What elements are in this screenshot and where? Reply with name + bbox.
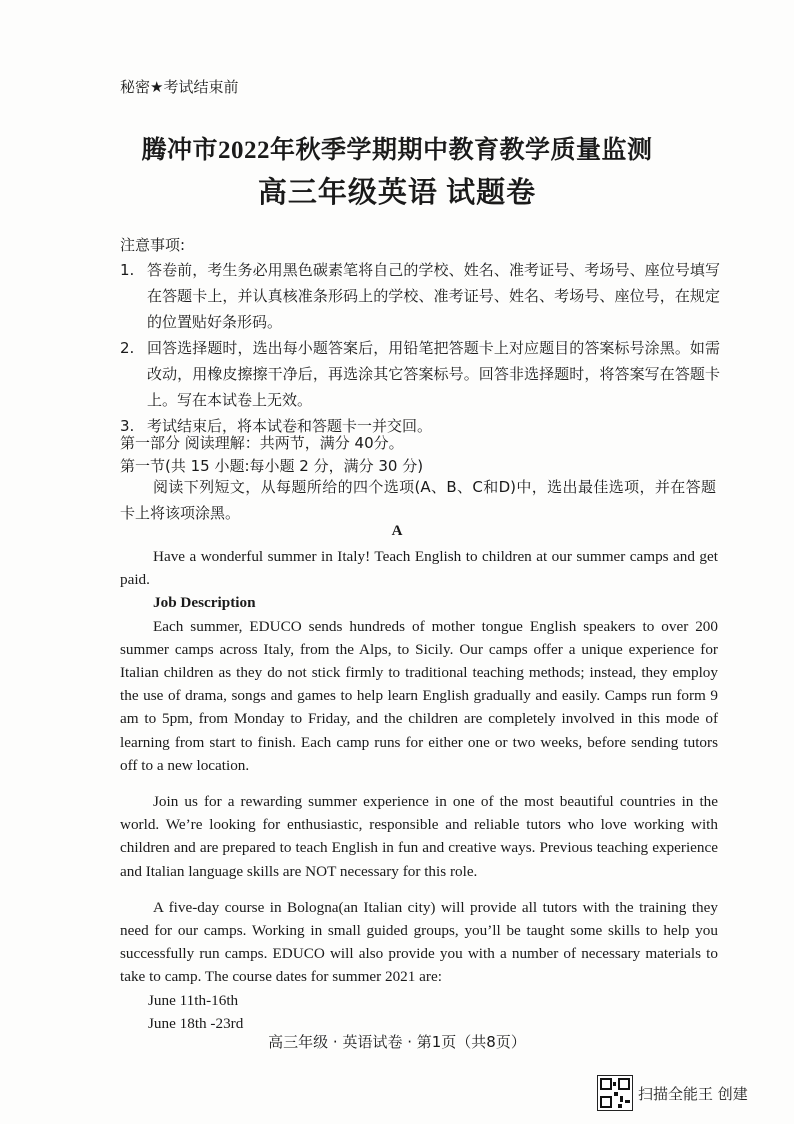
notice-item-number: 2. [120,339,135,357]
notice-heading: 注意事项: [120,236,186,254]
qr-finder [600,1078,612,1090]
notice-item-number: 3. [120,417,135,435]
qr-code-icon [597,1075,633,1111]
confidential-label: 秘密★考试结束前 [120,78,239,96]
qr-finder [600,1096,612,1108]
notice-item [120,257,720,335]
notice-item [120,335,720,413]
exam-title: 腾冲市2022年秋季学期期中教育教学质量监测 [141,137,653,164]
notice-item-text: 答卷前，考生务必用黑色碳素笔将自己的学校、姓名、准考证号、考场号、座位号填写在答题卡上，并认真核准条形码上的学校、准考证号、姓名、考场号、座位号，在规定的位置贴好条形码。 [147,261,720,331]
job-description-heading: Job Description [153,594,256,612]
qr-module [625,1100,630,1103]
notice-item-text: 考试结束后，将本试卷和答题卡一并交回。 [147,417,433,435]
qr-module [614,1092,618,1096]
page-footer: 高三年级 · 英语试卷 · 第1页（共8页） [268,1033,526,1051]
passage-paragraph: A five-day course in Bologna(an Italian city) will provide all tutors with the training they need for our camps. Working in small guided groups, you’ll be taught some skills to help you successfully run camps. EDUCO will also provide you with a number of necessary materials to take to camp. The course dates for summer 2021 are: [120,898,718,986]
passage-body [120,545,718,1035]
passage-label: A [391,523,403,539]
qr-finder [618,1078,630,1090]
qr-module [613,1082,616,1086]
course-date: June 18th -23rd [148,1014,244,1032]
qr-module [620,1096,623,1102]
section-instruction: 阅读下列短文，从每题所给的四个选项(A、B、C和D)中，选出最佳选项，并在答题卡上将该项涂黑。 [120,478,716,522]
qr-module [618,1104,622,1108]
notice-item-number: 1. [120,261,135,279]
exam-subtitle: 高三年级英语 试题卷 [257,177,537,209]
passage-paragraph: Join us for a rewarding summer experience in one of the most beautiful countries in the world. We’re looking for enthusiastic, responsible and reliable tutors who love working with children and are prepared to teach English in fun and creative ways. Previous teaching experience and Italian language skills are NOT necessary for this role. [120,793,718,880]
passage-paragraph: Each summer, EDUCO sends hundreds of mother tongue English speakers to over 200 summer camps across Italy, from the Alps, to Sicily. Our camps offer a unique experience for Italian children as they do not stick firmly to traditional teaching methods; instead, they employ the use of drama, songs and games to help learn English gradually and easily. Camps run form 9 am to 5pm, from Monday to Friday, and the children are completely involved in this mode of learning from start to finish. Each camp runs for either one or two weeks, before sending tutors off to a new location. [120,617,718,774]
notice-item-text: 回答选择题时，选出每小题答案后，用铅笔把答题卡上对应题目的答案标号涂黑。如需改动，用橡皮擦擦干净后，再选涂其它答案标号。回答非选择题时，将答案写在答题卡上。写在本试卷上无效。 [147,339,720,409]
notice-list [120,257,720,439]
part-heading: 第一部分 阅读理解：共两节，满分 40分。 [120,434,404,452]
course-date: June 11th-16th [148,991,239,1009]
scanner-watermark: 扫描全能王 创建 [638,1085,748,1103]
section-heading: 第一节(共 15 小题:每小题 2 分，满分 30 分) [120,457,424,475]
passage-intro: Have a wonderful summer in Italy! Teach English to children at our summer camps and get paid. [120,548,718,589]
